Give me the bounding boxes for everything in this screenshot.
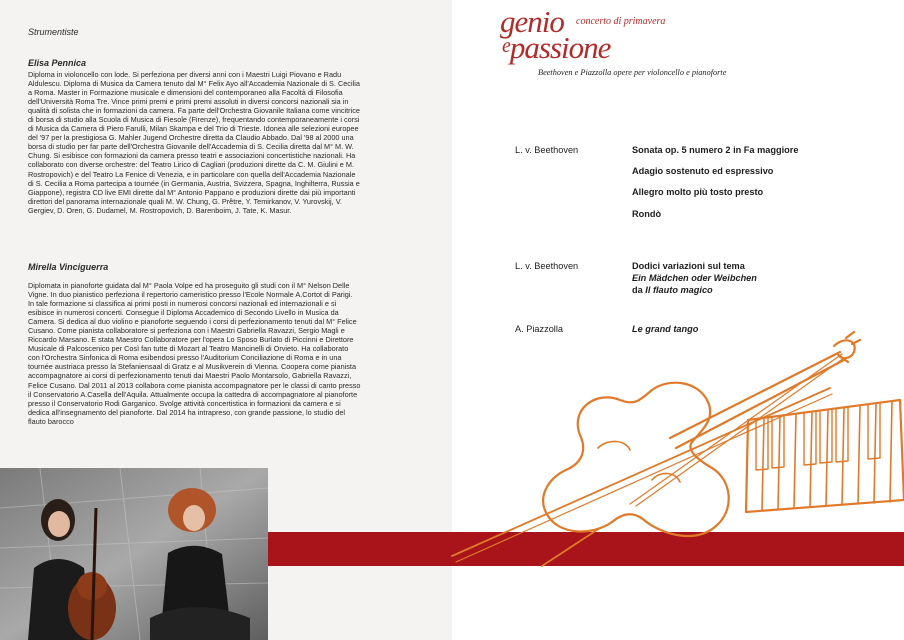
program-composer-2: L. v. Beethoven bbox=[515, 261, 579, 271]
brand-title-genio: genio bbox=[500, 4, 564, 39]
duo-photo-illustration bbox=[0, 468, 268, 640]
bio-line: qualità di solista che in formazioni da camera. Fa parte dell'Orchestra Giovanile Italiana come vincitrice bbox=[28, 106, 360, 116]
bio-line: con l'Orchestra Sinfonica di Roma esibendosi presso l'Auditorium Conciliazione di Roma e in una bbox=[28, 353, 342, 363]
bio-line: Felice Cusano. Dal 2011 al 2013 collabora come pianista accompagnatore per le classi di canto presso bbox=[28, 380, 361, 390]
program-work: Ein Mädchen oder Weibchen bbox=[632, 273, 757, 283]
duo-photo bbox=[0, 468, 268, 640]
bio-line: Gergiev, D. Oren, G. Dudamel, M. Rostropovich, D. Barenboim, J. Tate, K. Masur. bbox=[28, 205, 292, 215]
cello-bow bbox=[452, 388, 830, 556]
bio-line: tournée austriaca presso la Stefaniensaal di Gratz e al Musikverein di Vienna. Coopera come pianista bbox=[28, 362, 357, 372]
bio-line: accompagnatore ai corsi di perfezionamento tenuti dai Maestri Paolo Montarsolo, Gabriella Ravazzi, bbox=[28, 371, 352, 381]
performer-name-1: Elisa Pennica bbox=[28, 58, 87, 68]
program-work-da: da bbox=[632, 285, 646, 295]
section-title: Strumentiste bbox=[28, 27, 79, 37]
program-work-opera: Il flauto magico bbox=[645, 285, 713, 295]
bio-line: Cusano. Come pianista collaboratore si perfeziona con i Maestri Gabriella Ravazzi, Sergio Magli e bbox=[28, 326, 345, 336]
bio-line: In tale formazione si classifica ai primi posti in numerosi concorsi nazionali ed internazionali e si bbox=[28, 299, 337, 309]
bio-line: Vigne. In duo pianistico perfeziona il repertorio cameristico presso l'Ecole Normale A.Cortot di Parigi. bbox=[28, 290, 353, 300]
bio-line: flauto barocco bbox=[28, 416, 74, 426]
performer-bio-2 bbox=[28, 281, 416, 426]
bio-line: Aldulescu. Diploma di Musica da Camera tenuto dal M° Felix Ayo all'Accademia Nazionale di S. Cecilia bbox=[28, 79, 360, 89]
brand-tagline: Beethoven e Piazzolla opere per violoncello e pianoforte bbox=[538, 68, 727, 77]
program-work: Sonata op. 5 numero 2 in Fa maggiore bbox=[632, 145, 799, 155]
bio-line: il Conservatorio A.Casella dell'Aquila. Attualmente occupa la cattedra di accompagnatore al pianoforte bbox=[28, 389, 358, 399]
bio-line: Rostropovich) e del Teatro La Fenice di Venezia, e in particolare con quella dell'Accademia Nazionale bbox=[28, 169, 356, 179]
bio-line: di S. Cecilia a Roma partecipa a tournée (in Germania, Austria, Svizzera, Spagna, Inghilterra, Russia e bbox=[28, 178, 360, 188]
bio-line: Riccardo Marsano. E stata Maestro Collaboratore per l'opera Lo Sposo Burlato di Piccinni e Direttore bbox=[28, 335, 354, 345]
bio-line: presso il Conservatorio Rodi Garganico. Svolge attività concertistica in formazioni da camera e si bbox=[28, 398, 341, 408]
program-work: Adagio sostenuto ed espressivo bbox=[632, 166, 774, 176]
brand-passione-word: passione bbox=[509, 30, 611, 65]
bio-line: a Roma. Master in Formazione musicale e dimensioni del contemporaneo alla Facoltà di Filosofia bbox=[28, 88, 343, 98]
bio-line: dell'Università Roma Tre. Vince primi premi e primi premi assoluti in diversi concorsi nazionali sia in bbox=[28, 97, 349, 107]
program-composer-1: L. v. Beethoven bbox=[515, 145, 579, 155]
bio-line: di Musica da Camera di Piero Farulli, Milan Skampa e del Trio di Trieste. Idonea alle selezioni europee bbox=[28, 124, 359, 134]
program-work bbox=[632, 285, 713, 295]
program-work: Le grand tango bbox=[632, 324, 699, 334]
bio-line: dedica all'insegnamento del pianoforte. Dal 2014 ha intrapreso, con grande passione, lo studio del bbox=[28, 407, 345, 417]
program-work: Allegro molto più tosto presto bbox=[632, 187, 764, 197]
performer-bio-1 bbox=[28, 70, 416, 215]
bio-line: esibisce in numerosi concerti. Consegue il Diploma Accademico di Secondo Livello in Musica da bbox=[28, 308, 339, 318]
bio-line: di borsa di studio alla Scuola di Musica di Fiesole (Firenze), frequentando contemporaneamente i corsi bbox=[28, 115, 360, 125]
bio-line: Diplomata in pianoforte guidata dal M° Paola Volpe ed ha proseguito gli studi con il M° Nelson Delle bbox=[28, 281, 350, 290]
performer-name-2: Mirella Vinciguerra bbox=[28, 262, 109, 272]
bio-line: Giappone), registra CD live EMI dirette dal M° Antonio Pappano e produzioni dirette dai più importanti bbox=[28, 187, 356, 197]
brand-title-passione bbox=[502, 30, 610, 66]
bio-line: Camera. Si dedica al duo violino e pianoforte seguendo i corsi di perfezionamento tenuti dal M° Felice bbox=[28, 317, 357, 327]
program-work: Rondò bbox=[632, 209, 662, 219]
brand-subtitle: concerto di primavera bbox=[576, 16, 666, 27]
bio-line: Musicale di Palcoscenico per Così fan tutte di Mozart al Teatro Mancinelli di Orvieto. Ha collaborato bbox=[28, 344, 349, 354]
bio-line: del '97 per la prestigiosa G. Mahler Jugend Orchestre diretta da Claudio Abbado. Dal '98 al 2000 una bbox=[28, 133, 354, 143]
program-work: Dodici variazioni sul tema bbox=[632, 261, 745, 271]
brand-logo bbox=[500, 4, 880, 70]
program-composer-3: A. Piazzolla bbox=[515, 324, 564, 334]
bio-line: collaborato con diverse orchestre: del Teatro Lirico di Cagliari (produzioni dirette da C. M. Giulini e M. bbox=[28, 160, 354, 170]
bio-line: Diploma in violoncello con lode. Si perfeziona per diversi anni con i Maestri Luigi Piovano e Radu bbox=[28, 70, 342, 79]
bio-line: direttori del panorama internazionale quali M. W. Chung, G. Prêtre, Y. Temirkanov, V. Yurovskij, V. bbox=[28, 196, 342, 206]
bio-line: Chung. Si esibisce con formazioni da camera presso teatri e associazioni concertistiche nazionali. Ha bbox=[28, 151, 356, 161]
cello-piano-illustration bbox=[430, 330, 904, 570]
bio-line: borsa di studio per far parte dell'Orchestra Giovanile dell'Accademia di S. Cecilia diretta dal M° M. W. bbox=[28, 142, 354, 152]
brand-connector: e bbox=[502, 35, 510, 57]
